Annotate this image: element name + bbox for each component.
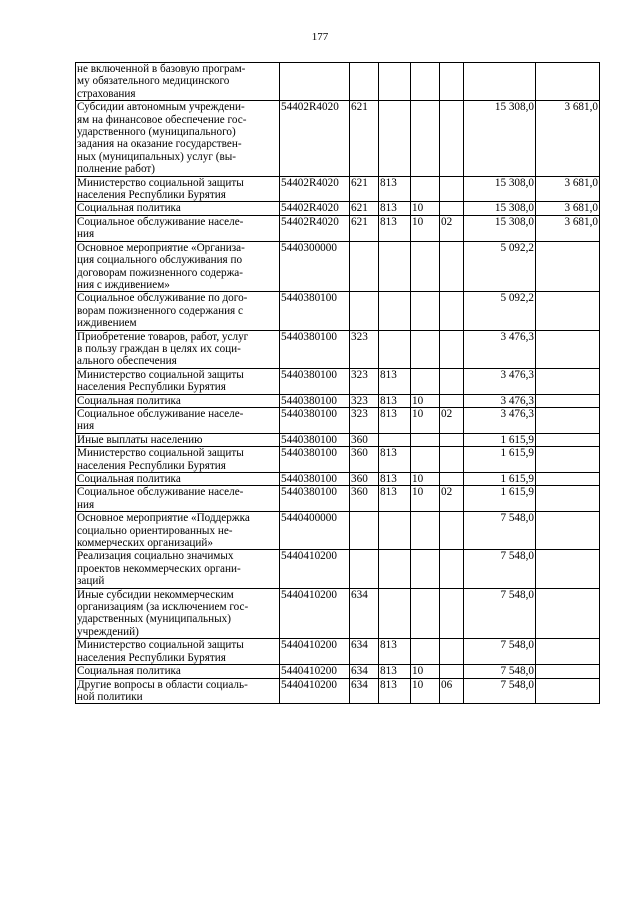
cell-target-article: 54402R4020 bbox=[280, 202, 350, 215]
cell-expense-type bbox=[350, 550, 379, 588]
cell-amount-1: 1 615,9 bbox=[464, 447, 536, 473]
cell-amount-1: 5 092,2 bbox=[464, 241, 536, 292]
table-row bbox=[76, 63, 600, 101]
cell-amount-2: 3 681,0 bbox=[536, 101, 600, 176]
cell-name: Основное мероприятие «Организа- ция социального обслуживания по договорам пожизненного содержа- ния с иждивением» bbox=[76, 241, 280, 292]
cell-subsection bbox=[440, 176, 464, 202]
cell-ministry-code: 813 bbox=[379, 678, 411, 704]
cell-expense-type bbox=[350, 63, 379, 101]
cell-amount-2 bbox=[536, 407, 600, 433]
cell-amount-2 bbox=[536, 63, 600, 101]
cell-amount-1: 15 308,0 bbox=[464, 202, 536, 215]
cell-name: Социальная политика bbox=[76, 394, 280, 407]
cell-amount-1 bbox=[464, 63, 536, 101]
cell-section bbox=[411, 550, 440, 588]
cell-amount-1: 7 548,0 bbox=[464, 550, 536, 588]
cell-amount-1: 7 548,0 bbox=[464, 665, 536, 678]
cell-amount-1: 3 476,3 bbox=[464, 394, 536, 407]
cell-subsection bbox=[440, 394, 464, 407]
cell-amount-1: 3 476,3 bbox=[464, 330, 536, 368]
cell-name: Приобретение товаров, работ, услуг в пользу граждан в целях их соци- ального обеспечения bbox=[76, 330, 280, 368]
cell-name: Министерство социальной защиты населения Республики Бурятия bbox=[76, 447, 280, 473]
cell-amount-1: 7 548,0 bbox=[464, 639, 536, 665]
cell-subsection bbox=[440, 447, 464, 473]
cell-subsection bbox=[440, 473, 464, 486]
cell-amount-1: 5 092,2 bbox=[464, 292, 536, 330]
cell-target-article: 5440380100 bbox=[280, 447, 350, 473]
cell-ministry-code bbox=[379, 512, 411, 550]
cell-amount-2 bbox=[536, 550, 600, 588]
cell-amount-2 bbox=[536, 486, 600, 512]
cell-amount-1: 7 548,0 bbox=[464, 678, 536, 704]
cell-ministry-code: 813 bbox=[379, 394, 411, 407]
cell-amount-1: 1 615,9 bbox=[464, 473, 536, 486]
cell-name: Иные выплаты населению bbox=[76, 433, 280, 446]
cell-ministry-code: 813 bbox=[379, 215, 411, 241]
cell-name: Другие вопросы в области социаль- ной политики bbox=[76, 678, 280, 704]
table-row bbox=[76, 101, 600, 176]
cell-expense-type: 634 bbox=[350, 639, 379, 665]
cell-section bbox=[411, 447, 440, 473]
budget-table bbox=[75, 62, 600, 704]
cell-amount-2 bbox=[536, 433, 600, 446]
cell-section: 10 bbox=[411, 665, 440, 678]
cell-subsection: 06 bbox=[440, 678, 464, 704]
cell-section bbox=[411, 639, 440, 665]
cell-amount-2 bbox=[536, 678, 600, 704]
cell-amount-1: 3 476,3 bbox=[464, 407, 536, 433]
cell-subsection bbox=[440, 550, 464, 588]
cell-name: не включенной в базовую програм- му обязательного медицинского страхования bbox=[76, 63, 280, 101]
cell-subsection bbox=[440, 202, 464, 215]
cell-target-article: 5440380100 bbox=[280, 473, 350, 486]
cell-amount-2 bbox=[536, 394, 600, 407]
cell-amount-2 bbox=[536, 368, 600, 394]
page-number: 177 bbox=[311, 31, 329, 43]
cell-expense-type: 323 bbox=[350, 368, 379, 394]
cell-expense-type bbox=[350, 241, 379, 292]
cell-ministry-code bbox=[379, 63, 411, 101]
cell-ministry-code: 813 bbox=[379, 407, 411, 433]
cell-expense-type: 360 bbox=[350, 486, 379, 512]
cell-subsection: 02 bbox=[440, 407, 464, 433]
cell-ministry-code bbox=[379, 433, 411, 446]
cell-subsection bbox=[440, 241, 464, 292]
cell-ministry-code bbox=[379, 588, 411, 639]
cell-name: Социальное обслуживание населе- ния bbox=[76, 407, 280, 433]
cell-section: 10 bbox=[411, 407, 440, 433]
cell-amount-2 bbox=[536, 241, 600, 292]
table-row bbox=[76, 473, 600, 486]
cell-subsection bbox=[440, 588, 464, 639]
cell-target-article: 5440410200 bbox=[280, 550, 350, 588]
cell-subsection bbox=[440, 330, 464, 368]
cell-subsection bbox=[440, 292, 464, 330]
cell-ministry-code: 813 bbox=[379, 639, 411, 665]
cell-target-article: 54402R4020 bbox=[280, 215, 350, 241]
cell-subsection: 02 bbox=[440, 215, 464, 241]
cell-amount-2 bbox=[536, 473, 600, 486]
cell-name: Министерство социальной защиты населения Республики Бурятия bbox=[76, 368, 280, 394]
cell-target-article: 5440410200 bbox=[280, 639, 350, 665]
cell-subsection bbox=[440, 639, 464, 665]
cell-section: 10 bbox=[411, 678, 440, 704]
cell-subsection bbox=[440, 665, 464, 678]
cell-expense-type bbox=[350, 512, 379, 550]
cell-amount-1: 15 308,0 bbox=[464, 176, 536, 202]
cell-ministry-code bbox=[379, 101, 411, 176]
cell-name: Социальная политика bbox=[76, 665, 280, 678]
cell-section bbox=[411, 588, 440, 639]
cell-target-article: 5440380100 bbox=[280, 433, 350, 446]
cell-section: 10 bbox=[411, 473, 440, 486]
cell-expense-type: 634 bbox=[350, 588, 379, 639]
cell-ministry-code bbox=[379, 550, 411, 588]
table-row bbox=[76, 486, 600, 512]
table-row bbox=[76, 447, 600, 473]
cell-section: 10 bbox=[411, 486, 440, 512]
cell-section bbox=[411, 176, 440, 202]
cell-expense-type: 621 bbox=[350, 176, 379, 202]
cell-section: 10 bbox=[411, 215, 440, 241]
cell-ministry-code: 813 bbox=[379, 176, 411, 202]
cell-name: Социальное обслуживание населе- ния bbox=[76, 486, 280, 512]
table-row bbox=[76, 512, 600, 550]
table-row bbox=[76, 241, 600, 292]
cell-section: 10 bbox=[411, 394, 440, 407]
cell-name: Социальная политика bbox=[76, 473, 280, 486]
cell-section bbox=[411, 368, 440, 394]
cell-ministry-code bbox=[379, 292, 411, 330]
cell-expense-type: 360 bbox=[350, 447, 379, 473]
table-row bbox=[76, 368, 600, 394]
cell-name: Социальное обслуживание по дого- ворам пожизненного содержания с иждивением bbox=[76, 292, 280, 330]
cell-subsection bbox=[440, 63, 464, 101]
cell-ministry-code bbox=[379, 241, 411, 292]
cell-subsection bbox=[440, 512, 464, 550]
cell-section bbox=[411, 63, 440, 101]
table-row bbox=[76, 176, 600, 202]
table-row bbox=[76, 292, 600, 330]
table-row bbox=[76, 639, 600, 665]
cell-expense-type: 621 bbox=[350, 101, 379, 176]
cell-expense-type: 621 bbox=[350, 202, 379, 215]
cell-target-article: 5440400000 bbox=[280, 512, 350, 550]
cell-expense-type: 360 bbox=[350, 473, 379, 486]
cell-target-article: 5440380100 bbox=[280, 394, 350, 407]
cell-target-article: 5440380100 bbox=[280, 292, 350, 330]
cell-amount-2: 3 681,0 bbox=[536, 176, 600, 202]
cell-expense-type: 634 bbox=[350, 665, 379, 678]
table-row bbox=[76, 394, 600, 407]
cell-name: Социальное обслуживание населе- ния bbox=[76, 215, 280, 241]
cell-amount-1: 1 615,9 bbox=[464, 486, 536, 512]
cell-target-article: 5440380100 bbox=[280, 486, 350, 512]
cell-amount-2 bbox=[536, 665, 600, 678]
cell-section bbox=[411, 433, 440, 446]
table-row bbox=[76, 678, 600, 704]
cell-name: Министерство социальной защиты населения Республики Бурятия bbox=[76, 176, 280, 202]
cell-amount-1: 15 308,0 bbox=[464, 101, 536, 176]
cell-section bbox=[411, 101, 440, 176]
cell-ministry-code: 813 bbox=[379, 473, 411, 486]
cell-target-article: 5440300000 bbox=[280, 241, 350, 292]
cell-amount-1: 1 615,9 bbox=[464, 433, 536, 446]
table-row bbox=[76, 665, 600, 678]
cell-target-article: 5440410200 bbox=[280, 665, 350, 678]
cell-amount-1: 3 476,3 bbox=[464, 368, 536, 394]
cell-target-article: 5440380100 bbox=[280, 330, 350, 368]
cell-ministry-code: 813 bbox=[379, 447, 411, 473]
cell-amount-2 bbox=[536, 447, 600, 473]
cell-name: Основное мероприятие «Поддержка социально ориентированных не- коммерческих организаций» bbox=[76, 512, 280, 550]
cell-subsection bbox=[440, 433, 464, 446]
cell-section bbox=[411, 330, 440, 368]
cell-subsection bbox=[440, 101, 464, 176]
cell-section bbox=[411, 292, 440, 330]
table-row bbox=[76, 433, 600, 446]
cell-amount-2: 3 681,0 bbox=[536, 215, 600, 241]
cell-ministry-code: 813 bbox=[379, 665, 411, 678]
cell-target-article: 54402R4020 bbox=[280, 176, 350, 202]
cell-amount-2 bbox=[536, 639, 600, 665]
cell-ministry-code bbox=[379, 330, 411, 368]
cell-subsection bbox=[440, 368, 464, 394]
table-row bbox=[76, 588, 600, 639]
cell-amount-1: 7 548,0 bbox=[464, 588, 536, 639]
table-row bbox=[76, 330, 600, 368]
cell-section: 10 bbox=[411, 202, 440, 215]
cell-expense-type bbox=[350, 292, 379, 330]
cell-target-article: 5440410200 bbox=[280, 588, 350, 639]
cell-expense-type: 323 bbox=[350, 407, 379, 433]
cell-amount-1: 7 548,0 bbox=[464, 512, 536, 550]
cell-ministry-code: 813 bbox=[379, 486, 411, 512]
cell-target-article: 5440380100 bbox=[280, 407, 350, 433]
cell-expense-type: 323 bbox=[350, 330, 379, 368]
cell-amount-2: 3 681,0 bbox=[536, 202, 600, 215]
cell-amount-2 bbox=[536, 512, 600, 550]
cell-section bbox=[411, 512, 440, 550]
table-row bbox=[76, 202, 600, 215]
table-row bbox=[76, 550, 600, 588]
cell-target-article: 5440410200 bbox=[280, 678, 350, 704]
cell-expense-type: 360 bbox=[350, 433, 379, 446]
cell-name: Субсидии автономным учреждени- ям на финансовое обеспечение гос- ударственного (муниципального) задания на оказание государствен- ных (муниципальных) услуг (вы- полнение работ) bbox=[76, 101, 280, 176]
table-row bbox=[76, 215, 600, 241]
cell-name: Реализация социально значимых проектов некоммерческих органи- заций bbox=[76, 550, 280, 588]
cell-ministry-code: 813 bbox=[379, 202, 411, 215]
cell-amount-2 bbox=[536, 330, 600, 368]
cell-amount-1: 15 308,0 bbox=[464, 215, 536, 241]
cell-ministry-code: 813 bbox=[379, 368, 411, 394]
cell-subsection: 02 bbox=[440, 486, 464, 512]
cell-amount-2 bbox=[536, 292, 600, 330]
cell-target-article bbox=[280, 63, 350, 101]
cell-name: Иные субсидии некоммерческим организациям (за исключением гос- ударственных (муниципальных) учреждений) bbox=[76, 588, 280, 639]
cell-target-article: 5440380100 bbox=[280, 368, 350, 394]
cell-expense-type: 621 bbox=[350, 215, 379, 241]
cell-target-article: 54402R4020 bbox=[280, 101, 350, 176]
cell-expense-type: 634 bbox=[350, 678, 379, 704]
table-row bbox=[76, 407, 600, 433]
cell-expense-type: 323 bbox=[350, 394, 379, 407]
cell-section bbox=[411, 241, 440, 292]
cell-name: Социальная политика bbox=[76, 202, 280, 215]
cell-name: Министерство социальной защиты населения Республики Бурятия bbox=[76, 639, 280, 665]
cell-amount-2 bbox=[536, 588, 600, 639]
